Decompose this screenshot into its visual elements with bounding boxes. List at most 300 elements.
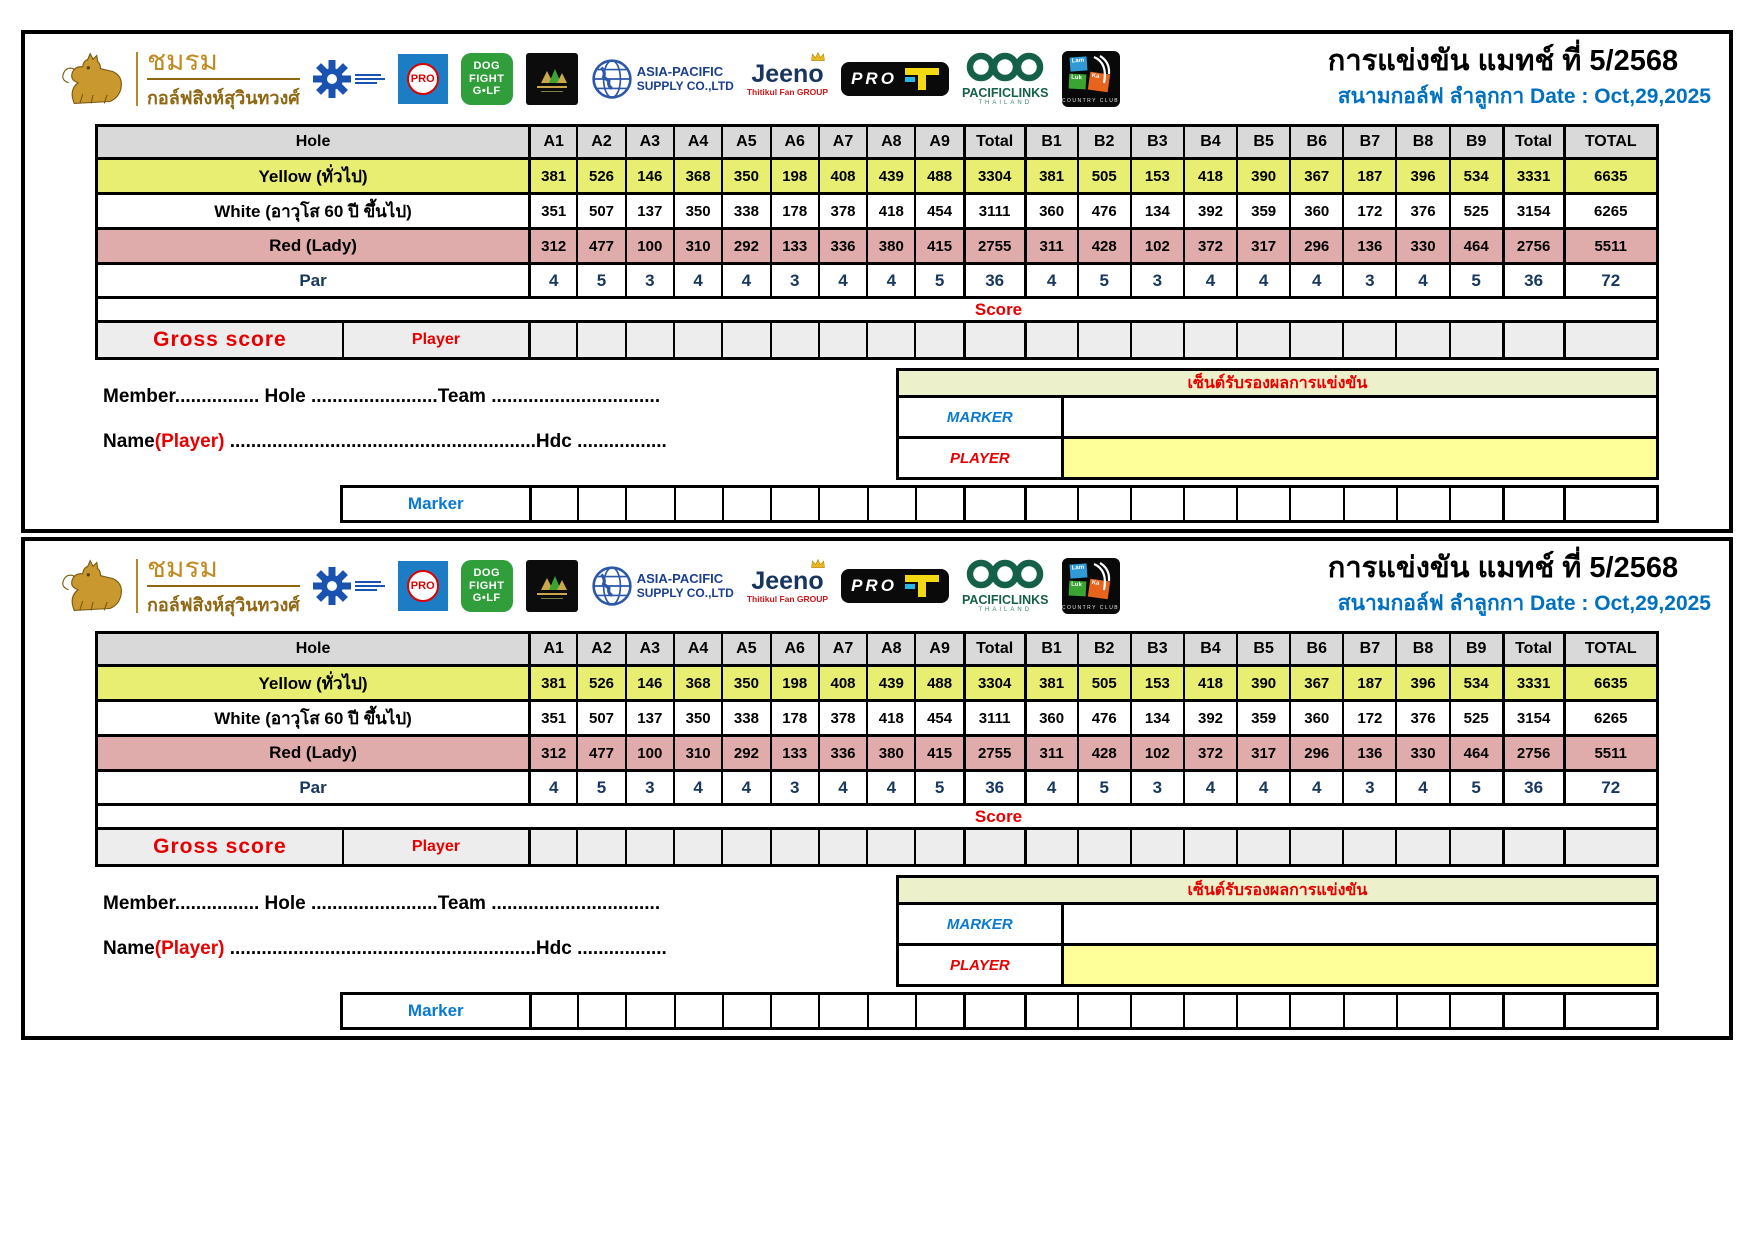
grid-cell: 4: [818, 265, 866, 296]
empty-score-cell[interactable]: [1563, 830, 1656, 864]
grid-cell: 4: [673, 772, 721, 803]
grid-cell: 380: [866, 737, 914, 769]
empty-score-cell[interactable]: [818, 488, 866, 520]
white-tee-label: White (อาวุโส 60 ปี ขึ้นไป): [214, 708, 412, 728]
singha-lion-icon: [59, 556, 127, 616]
empty-score-cell[interactable]: [576, 830, 624, 864]
grid-cell: A5: [721, 127, 769, 157]
empty-score-cell[interactable]: [1024, 830, 1077, 864]
grid-cell: 133: [770, 230, 818, 262]
grid-cell: 507: [576, 195, 624, 227]
club-logo: [59, 551, 300, 619]
grid-cell: 146: [625, 160, 673, 192]
empty-score-cell[interactable]: [866, 323, 914, 357]
grid-cell: A8: [866, 127, 914, 157]
grid-cell: 477: [576, 737, 624, 769]
grid-cell: 100: [625, 737, 673, 769]
empty-score-cell[interactable]: [673, 323, 721, 357]
grid-cell: 5: [914, 265, 962, 296]
grid-cell: 428: [1077, 230, 1130, 262]
player-signature-field[interactable]: [1064, 946, 1656, 984]
marker-score-row: [340, 485, 1659, 523]
crown-icon: [810, 558, 826, 569]
t-mark-icon: [905, 67, 939, 91]
grid-cell: 418: [866, 702, 914, 734]
empty-score-cell[interactable]: [1024, 323, 1077, 357]
grid-cell: 338: [721, 195, 769, 227]
grid-cell: Total: [963, 127, 1024, 157]
pro-technician-logo: [398, 561, 448, 611]
grid-cell: 178: [770, 195, 818, 227]
grid-cell: 392: [1183, 195, 1236, 227]
scorecard: [21, 30, 1733, 533]
empty-score-cell[interactable]: [1236, 830, 1289, 864]
asia-pacific-line1: ASIA-PACIFIC: [636, 64, 724, 80]
grid-cell: 5: [576, 265, 624, 296]
sponsor-logos: [312, 558, 1120, 614]
grid-cell: 454: [914, 195, 962, 227]
grid-cell: 310: [673, 737, 721, 769]
club-name: [147, 44, 300, 112]
club-name-bottom: กอล์ฟสิงห์สุวินทวงศ์: [147, 585, 300, 619]
member-info-block: [95, 368, 896, 480]
mountain-text-line2: [541, 598, 563, 599]
grid-cell: 2756: [1502, 230, 1563, 262]
engineering-text-lines: [355, 579, 385, 593]
grid-cell: B9: [1449, 634, 1502, 664]
empty-score-cell[interactable]: [1183, 830, 1236, 864]
score-row: [98, 803, 1656, 827]
empty-score-cell[interactable]: [914, 830, 962, 864]
gross-score-row: [98, 827, 1656, 864]
grid-cell: 317: [1236, 737, 1289, 769]
grid-cell: B5: [1236, 634, 1289, 664]
empty-score-cell[interactable]: [576, 323, 624, 357]
grid-cell: 372: [1183, 230, 1236, 262]
title-block: [1328, 552, 1719, 620]
asia-pacific-text: [637, 65, 734, 92]
grid-cell: 146: [625, 667, 673, 699]
empty-score-cell[interactable]: [1289, 488, 1342, 520]
empty-score-cell[interactable]: [1236, 488, 1289, 520]
empty-score-cell[interactable]: [963, 830, 1024, 864]
empty-score-cell[interactable]: [528, 830, 576, 864]
singha-lion-icon: [59, 49, 127, 109]
empty-score-cell[interactable]: [1289, 830, 1342, 864]
grid-cell: 408: [818, 667, 866, 699]
grid-cell: 6265: [1563, 702, 1656, 734]
pacificlinks-logo: [962, 52, 1049, 106]
grid-cell: 4: [1289, 265, 1342, 296]
grid-cell: B7: [1342, 127, 1395, 157]
grid-cell: 5: [1449, 772, 1502, 803]
grid-cell: 330: [1395, 737, 1448, 769]
mountain-text-line2: [541, 91, 563, 92]
grid-cell: 311: [1024, 737, 1077, 769]
middle-section: [95, 368, 1659, 480]
empty-score-cell[interactable]: [866, 830, 914, 864]
engineering-logo: [312, 566, 385, 606]
empty-score-cell[interactable]: [1502, 830, 1563, 864]
dogfight-line1: DOG: [473, 60, 500, 73]
grid-cell: 350: [673, 702, 721, 734]
grid-cell: 360: [1289, 195, 1342, 227]
grid-cell: 378: [818, 702, 866, 734]
marker-strip-label: Marker: [407, 494, 464, 513]
empty-score-cell[interactable]: [1395, 323, 1448, 357]
empty-score-cell[interactable]: [625, 488, 673, 520]
swoosh-icon: [1092, 55, 1114, 85]
hole-header-label: Hole: [295, 640, 331, 657]
grid-cell: 4: [1236, 772, 1289, 803]
grid-cell: 4: [1024, 772, 1077, 803]
grid-cell: 330: [1395, 230, 1448, 262]
grid-cell: B7: [1342, 634, 1395, 664]
jeeno-name: [751, 566, 824, 595]
grid-cell: 380: [866, 230, 914, 262]
grid-cell: 505: [1077, 160, 1130, 192]
rings-icon: [966, 559, 1044, 589]
grid-cell: 439: [866, 160, 914, 192]
grid-cell: 3304: [963, 160, 1024, 192]
empty-score-cell[interactable]: [1342, 323, 1395, 357]
grid-cell: 4: [1395, 265, 1448, 296]
name-player-word: (Player): [154, 938, 225, 959]
grid-cell: 136: [1342, 230, 1395, 262]
empty-score-cell[interactable]: [1289, 995, 1342, 1027]
venue-date: สนามกอล์ฟ ลำลูกกา Date : Oct,29,2025: [1337, 592, 1711, 616]
grid-cell: 36: [1502, 772, 1563, 803]
globe-icon: [591, 58, 633, 100]
lam-tile: Lam: [1069, 563, 1087, 578]
pacificlinks-subtext: THAILAND: [978, 606, 1033, 613]
grid-cell: A8: [866, 634, 914, 664]
grid-cell: 526: [576, 160, 624, 192]
empty-score-cell[interactable]: [1024, 488, 1077, 520]
empty-score-cell[interactable]: [1343, 488, 1396, 520]
empty-score-cell[interactable]: [1563, 995, 1656, 1027]
empty-score-cell[interactable]: [1563, 323, 1656, 357]
empty-score-cell[interactable]: [1342, 830, 1395, 864]
empty-score-cell[interactable]: [818, 830, 866, 864]
grid-cell: B4: [1183, 634, 1236, 664]
name-dots: ..........................................................Hdc .................: [224, 431, 667, 452]
empty-score-cell[interactable]: [1289, 323, 1342, 357]
empty-score-cell[interactable]: [1183, 995, 1236, 1027]
scorecard-slot-top: [21, 30, 1733, 533]
grid-cell: Total: [1502, 634, 1563, 664]
grid-cell: 3331: [1502, 160, 1563, 192]
pacificlinks-text: PACIFICLINKS: [961, 86, 1049, 101]
jeeno-subtext: Thitikul Fan GROUP: [746, 86, 829, 97]
club-divider: [136, 559, 138, 613]
grid-cell: 4: [866, 265, 914, 296]
grid-cell: 3304: [963, 667, 1024, 699]
asia-pacific-line2: SUPPLY CO.,LTD: [636, 78, 734, 93]
empty-score-cell[interactable]: [1449, 830, 1502, 864]
grid-cell: 336: [818, 230, 866, 262]
grid-cell: 3: [1130, 772, 1183, 803]
empty-score-cell[interactable]: [1077, 323, 1130, 357]
empty-score-cell[interactable]: [673, 830, 721, 864]
grid-cell: 505: [1077, 667, 1130, 699]
red-tee-label: Red (Lady): [269, 236, 357, 255]
grid-cell: 360: [1024, 702, 1077, 734]
empty-score-cell[interactable]: [625, 995, 673, 1027]
club-logo: [59, 44, 300, 112]
grid-cell: 359: [1236, 195, 1289, 227]
grid-cell: 312: [528, 230, 576, 262]
grid-cell: 4: [1236, 265, 1289, 296]
grid-cell: 4: [1289, 772, 1342, 803]
empty-score-cell[interactable]: [770, 995, 818, 1027]
grid-cell: 2755: [963, 737, 1024, 769]
marker-signature-row: [899, 905, 1656, 943]
empty-score-cell[interactable]: [1343, 995, 1396, 1027]
empty-score-cell[interactable]: [625, 323, 673, 357]
empty-score-cell[interactable]: [1077, 488, 1130, 520]
empty-score-cell[interactable]: [674, 488, 722, 520]
red-tee-row: [98, 734, 1656, 769]
grid-cell: 359: [1236, 702, 1289, 734]
grid-cell: B2: [1077, 127, 1130, 157]
grid-cell: B3: [1130, 634, 1183, 664]
player-signature-field[interactable]: [1064, 439, 1656, 477]
empty-score-cell[interactable]: [1502, 323, 1563, 357]
empty-score-cell[interactable]: [577, 488, 625, 520]
grid-cell: 5: [576, 772, 624, 803]
rings-icon: [966, 52, 1044, 82]
asia-pacific-line1: ASIA-PACIFIC: [636, 571, 724, 587]
empty-score-cell[interactable]: [1077, 995, 1130, 1027]
empty-score-cell[interactable]: [1077, 830, 1130, 864]
globe-icon: [591, 565, 633, 607]
grid-cell: 381: [528, 160, 576, 192]
ka-tile: Ka: [1087, 72, 1109, 93]
grid-cell: 3154: [1502, 195, 1563, 227]
grid-cell: 390: [1236, 667, 1289, 699]
jeeno-fan-group-logo: [746, 59, 829, 97]
score-label: Score: [974, 299, 1023, 319]
grid-cell: 3154: [1502, 702, 1563, 734]
empty-score-cell[interactable]: [625, 830, 673, 864]
empty-score-cell[interactable]: [1396, 995, 1449, 1027]
empty-score-cell[interactable]: [721, 830, 769, 864]
grid-cell: A1: [528, 634, 576, 664]
asia-pacific-line2: SUPPLY CO.,LTD: [636, 585, 734, 600]
pacificlinks-subtext: THAILAND: [978, 99, 1033, 106]
grid-cell: 396: [1395, 667, 1448, 699]
grid-cell: B1: [1024, 634, 1077, 664]
empty-score-cell[interactable]: [915, 488, 963, 520]
grid-cell: 4: [818, 772, 866, 803]
gross-player-label: Player: [342, 323, 528, 357]
jeeno-name: [751, 59, 824, 88]
empty-score-cell[interactable]: [867, 995, 915, 1027]
lam-luk-ka-logo: [1062, 51, 1120, 107]
empty-score-cell[interactable]: [1449, 488, 1502, 520]
grid-cell: A5: [721, 634, 769, 664]
empty-score-cell[interactable]: [867, 488, 915, 520]
empty-score-cell[interactable]: [915, 995, 963, 1027]
signature-box: [896, 368, 1659, 480]
grid-cell: 390: [1236, 160, 1289, 192]
grid-cell: 360: [1289, 702, 1342, 734]
empty-score-cell[interactable]: [1183, 488, 1236, 520]
empty-score-cell[interactable]: [1449, 995, 1502, 1027]
pro-t-text: PRO: [851, 576, 897, 595]
marker-strip-spacer: [95, 485, 340, 523]
dogfight-line2: FIGHT: [468, 579, 505, 592]
empty-score-cell[interactable]: [1396, 488, 1449, 520]
club-name-top: ชมรม: [147, 551, 218, 583]
marker-signature-field[interactable]: [1064, 905, 1656, 943]
grid-cell: 476: [1077, 702, 1130, 734]
grid-cell: 312: [528, 737, 576, 769]
grid-cell: 418: [1183, 160, 1236, 192]
marker-signature-label: MARKER: [899, 398, 1064, 436]
dogfight-line3: G•LF: [472, 85, 501, 98]
marker-strip: [95, 992, 1659, 1030]
grid-cell: 296: [1289, 230, 1342, 262]
grid-cell: 5: [914, 772, 962, 803]
empty-score-cell[interactable]: [529, 488, 577, 520]
grid-cell: 350: [721, 667, 769, 699]
grid-cell: 172: [1342, 702, 1395, 734]
dogfight-line2: FIGHT: [468, 72, 505, 85]
grid-cell: 396: [1395, 160, 1448, 192]
empty-score-cell[interactable]: [674, 995, 722, 1027]
gear-icon: [312, 59, 352, 99]
mountain-text-line: [537, 593, 567, 595]
grid-cell: 36: [1502, 265, 1563, 296]
score-table: [95, 124, 1659, 360]
asia-pacific-supply-logo: [591, 58, 734, 100]
pro-badge-text: PRO: [407, 63, 439, 95]
jeeno-text: Jeeno: [751, 566, 824, 595]
gross-score-row: [98, 320, 1656, 357]
empty-score-cell[interactable]: [1502, 488, 1563, 520]
venue-date: สนามกอล์ฟ ลำลูกกา Date : Oct,29,2025: [1337, 85, 1711, 109]
empty-score-cell[interactable]: [818, 995, 866, 1027]
member-line: Member................ Hole ........................Team ................................: [103, 893, 661, 914]
empty-score-cell[interactable]: [721, 323, 769, 357]
grid-cell: 4: [1183, 772, 1236, 803]
empty-score-cell[interactable]: [528, 323, 576, 357]
grid-cell: TOTAL: [1563, 634, 1656, 664]
grid-cell: A2: [576, 127, 624, 157]
signature-box: [896, 875, 1659, 987]
grid-cell: 100: [625, 230, 673, 262]
white-tee-row: [98, 192, 1656, 227]
grid-cell: 6635: [1563, 667, 1656, 699]
grid-cell: A6: [770, 127, 818, 157]
empty-score-cell[interactable]: [1236, 995, 1289, 1027]
empty-score-cell[interactable]: [963, 323, 1024, 357]
red-tee-row: [98, 227, 1656, 262]
grid-cell: TOTAL: [1563, 127, 1656, 157]
gross-score-label: Gross score: [153, 835, 287, 858]
score-label: Score: [974, 806, 1023, 826]
scorecard: [21, 537, 1733, 1040]
grid-cell: 310: [673, 230, 721, 262]
empty-score-cell[interactable]: [770, 323, 818, 357]
pro-badge-text: PRO: [407, 570, 439, 602]
pro-t-text: PRO: [851, 69, 897, 88]
grid-cell: A7: [818, 634, 866, 664]
grid-cell: 72: [1563, 772, 1656, 803]
empty-score-cell[interactable]: [722, 488, 770, 520]
grid-cell: B8: [1395, 634, 1448, 664]
grid-cell: 3: [625, 772, 673, 803]
grid-cell: 3111: [963, 195, 1024, 227]
empty-score-cell[interactable]: [1130, 995, 1183, 1027]
asia-pacific-text: [637, 572, 734, 599]
score-table: [95, 631, 1659, 867]
marker-signature-field[interactable]: [1064, 398, 1656, 436]
empty-score-cell[interactable]: [1130, 830, 1183, 864]
empty-score-cell[interactable]: [529, 995, 577, 1027]
name-line: [103, 431, 886, 453]
grid-cell: 408: [818, 160, 866, 192]
empty-score-cell[interactable]: [1130, 488, 1183, 520]
grid-cell: 6265: [1563, 195, 1656, 227]
club-name-bottom: กอล์ฟสิงห์สุวินทวงศ์: [147, 78, 300, 112]
empty-score-cell[interactable]: [1024, 995, 1077, 1027]
empty-score-cell[interactable]: [1130, 323, 1183, 357]
pacificlinks-text: PACIFICLINKS: [961, 593, 1049, 608]
engineering-text-lines: [355, 72, 385, 86]
empty-score-cell[interactable]: [963, 995, 1024, 1027]
grid-cell: 2755: [963, 230, 1024, 262]
grid-cell: B2: [1077, 634, 1130, 664]
signature-box-header: เซ็นต์รับรองผลการแข่งขัน: [899, 371, 1656, 398]
pacificlinks-logo: [962, 559, 1049, 613]
empty-score-cell[interactable]: [770, 488, 818, 520]
par-row: [98, 769, 1656, 803]
card-header: [25, 34, 1729, 124]
empty-score-cell[interactable]: [1395, 830, 1448, 864]
grid-cell: 418: [1183, 667, 1236, 699]
empty-score-cell[interactable]: [770, 830, 818, 864]
empty-score-cell[interactable]: [963, 488, 1024, 520]
club-divider: [136, 52, 138, 106]
grid-cell: A4: [673, 127, 721, 157]
empty-score-cell[interactable]: [818, 323, 866, 357]
grid-cell: 454: [914, 702, 962, 734]
empty-score-cell[interactable]: [914, 323, 962, 357]
grid-cell: 36: [963, 265, 1024, 296]
card-header: [25, 541, 1729, 631]
empty-score-cell[interactable]: [1449, 323, 1502, 357]
empty-score-cell[interactable]: [577, 995, 625, 1027]
empty-score-cell[interactable]: [1563, 488, 1656, 520]
match-title: การแข่งขัน แมทช์ ที่ 5/2568: [1327, 44, 1679, 77]
player-signature-row: [899, 943, 1656, 984]
grid-cell: 133: [770, 737, 818, 769]
grid-cell: A7: [818, 127, 866, 157]
empty-score-cell[interactable]: [1502, 995, 1563, 1027]
empty-score-cell[interactable]: [722, 995, 770, 1027]
pro-t-logo: [841, 569, 949, 603]
dog-fight-golf-logo: [461, 53, 513, 105]
grid-cell: B4: [1183, 127, 1236, 157]
grid-cell: B5: [1236, 127, 1289, 157]
grid-cell: B8: [1395, 127, 1448, 157]
empty-score-cell[interactable]: [1183, 323, 1236, 357]
yellow-tee-row: [98, 664, 1656, 699]
empty-score-cell[interactable]: [1236, 323, 1289, 357]
